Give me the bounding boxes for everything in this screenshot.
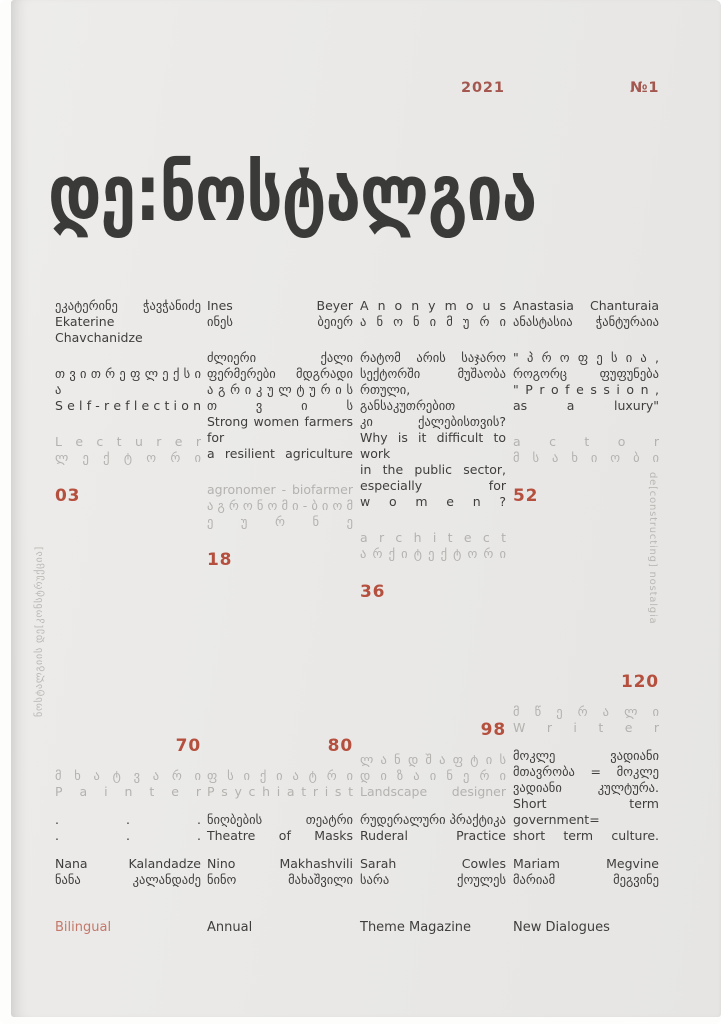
topic-line: " პ რ ო ფ ე ს ი ა ,	[513, 350, 659, 365]
topic-line: რატომ არის საჯარო	[360, 350, 506, 365]
role-block	[207, 768, 353, 800]
title-block	[513, 748, 659, 844]
role-line: ფ ს ი ქ ი ა ტ რ ი	[207, 768, 353, 783]
role-line: ა რ ქ ი ტ ე ქ ტ ო რ ი	[360, 546, 506, 561]
feature-column-5	[55, 686, 201, 888]
role-block	[207, 482, 353, 530]
role-line: L e c t u r e r	[55, 434, 201, 449]
role-line: a c t o r	[513, 434, 659, 449]
topic-line: სექტორში მუშაობა	[360, 366, 506, 381]
author-name-line2: ანასტასია ჭანტურაია	[513, 314, 659, 329]
title-line: Ruderal Practice	[360, 828, 506, 843]
author-block	[55, 298, 201, 346]
title-line: Short term government=	[513, 796, 659, 827]
footer-tag-new-dialogues: New Dialogues	[513, 920, 610, 935]
author-name-line2: ნანა კალანდაძე	[55, 872, 201, 887]
topic-line: რთული, განსაკუთრებით	[360, 382, 456, 413]
page-number: 18	[207, 550, 233, 570]
author-name-line1: Nino Makhashvili	[207, 856, 353, 871]
author-block	[513, 298, 659, 330]
topic-block	[360, 350, 506, 510]
topic-block	[55, 366, 201, 414]
author-block	[360, 298, 506, 330]
role-line: მ წ ე რ ა ლ ი	[513, 704, 659, 719]
author-name-line1: Mariam Megvine	[513, 856, 659, 871]
page-number: 120	[620, 672, 659, 692]
topic-line: Why is it difficult to work	[360, 430, 506, 461]
author-name-line2: Ekaterine Chavchanidze	[55, 314, 143, 345]
author-name-line2: ინეს ბეიერ	[207, 314, 353, 329]
author-name-line2: ა ნ ო ნ ი მ უ რ ი	[360, 314, 506, 329]
role-line: P a i n t e r	[55, 784, 201, 799]
author-name-line2: ნინო მახაშვილი	[207, 872, 353, 887]
topic-line: in the public sector,	[360, 462, 506, 477]
role-line: ა გ რ ო ნ ო მ ი - ბ ი ო მ ე უ რ ნ ე	[207, 498, 353, 529]
feature-column-7	[360, 686, 506, 888]
topic-line: w o m e n ?	[360, 494, 506, 509]
role-line: P s y c h i a t r i s t	[207, 784, 353, 799]
role-block	[55, 768, 201, 800]
role-line: ლ ა ნ დ შ ა ფ ტ ი ს	[360, 752, 506, 767]
topic-block	[207, 350, 353, 462]
title-line: Theatre of Masks	[207, 828, 353, 843]
author-block	[207, 856, 353, 888]
role-block	[360, 752, 506, 800]
title-line: . . .	[55, 828, 201, 843]
author-block	[55, 856, 201, 888]
author-name-line2: მარიამ მეგვინე	[513, 872, 659, 887]
feature-column-2	[207, 298, 353, 570]
author-name-line1: Anastasia Chanturaia	[513, 298, 659, 313]
title-line: . . .	[55, 812, 201, 827]
page-number: 70	[175, 736, 201, 756]
topic-line: თ ვ ი თ რ ე ფ ლ ე ქ ს ი ა	[55, 366, 201, 397]
topic-line: ძლიერი ქალი	[207, 350, 353, 365]
topic-line: S e l f - r e f l e c t i o n	[55, 398, 201, 413]
role-line: W r i t e r	[513, 720, 659, 735]
role-line: დ ი ზ ა ი ნ ე რ ი	[360, 768, 506, 783]
title-line: მთავრობა = მოკლე	[513, 764, 659, 779]
role-block	[360, 530, 506, 562]
topic-block	[513, 350, 659, 414]
role-line: a r c h i t e c t	[360, 530, 506, 545]
title-block	[360, 812, 506, 844]
author-name-line1: Sarah Cowles	[360, 856, 506, 871]
feature-column-8	[513, 672, 659, 888]
title-line: ვადიანი კულტურა.	[513, 780, 659, 795]
title-block	[207, 812, 353, 844]
footer-tag-annual: Annual	[207, 920, 253, 935]
author-block	[207, 298, 353, 330]
title-line: რუდერალური პრაქტიკა	[360, 812, 507, 827]
author-name-line1: ეკატერინე ჭავჭანიძე	[55, 298, 201, 313]
left-vertical-caption: ნოსტალგიის დე[კონსტრუქცია]	[34, 545, 45, 717]
page-number: 03	[55, 486, 81, 506]
magazine-title: დე:ნოსტალგია	[48, 148, 537, 239]
page-number: 52	[513, 486, 539, 506]
author-block	[513, 856, 659, 888]
author-name-line1: Ines Beyer	[207, 298, 353, 313]
feature-column-4	[513, 298, 659, 506]
feature-column-3	[360, 298, 506, 602]
title-line: ნიღბების თეატრი	[207, 812, 353, 827]
role-line: agronomer - biofarmer	[207, 482, 353, 497]
role-block	[55, 434, 201, 466]
feature-column-1	[55, 298, 201, 506]
author-name-line2: სარა ქოულეს	[360, 872, 506, 887]
title-line: short term culture.	[513, 828, 659, 843]
page-number: 36	[360, 582, 386, 602]
topic-line: as a luxury"	[513, 398, 659, 413]
feature-column-6	[207, 686, 353, 888]
issue-year: 2021	[461, 80, 505, 96]
author-name-line1: Nana Kalandadze	[55, 856, 201, 871]
topic-line: კი ქალებისთვის?	[360, 414, 506, 429]
topic-line: Strong women farmers for	[207, 414, 353, 445]
topic-line: " P r o f e s s i o n ,	[513, 382, 659, 397]
topic-line: a resilient agriculture	[207, 446, 353, 461]
title-block	[55, 812, 201, 844]
role-line: მ ხ ა ტ ვ ა რ ი	[55, 768, 201, 783]
role-line: ლ ე ქ ტ ო რ ი	[55, 450, 201, 465]
topic-line: especially for	[360, 478, 506, 493]
page-number: 80	[327, 736, 353, 756]
footer-tag-bilingual: Bilingual	[55, 920, 112, 935]
author-block	[360, 856, 506, 888]
footer-tag-theme-magazine: Theme Magazine	[360, 920, 472, 935]
topic-line: როგორც ფუფუნება	[513, 366, 659, 381]
role-line: მ ს ა ხ ი ო ბ ი	[513, 450, 659, 465]
topic-line: ა გ რ ი კ უ ლ ტ უ რ ი ს თ ვ ი ს	[207, 382, 353, 413]
page-number: 98	[480, 720, 506, 740]
role-block	[513, 704, 659, 736]
role-line: Landscape designer	[360, 784, 506, 799]
topic-line: ფერმერები მდგრადი	[207, 366, 353, 381]
title-line: მოკლე ვადიანი	[513, 748, 659, 763]
role-block	[513, 434, 659, 466]
right-vertical-caption: de[constructing] nostalgia	[647, 472, 658, 625]
issue-number: №1	[630, 80, 660, 96]
author-name-line1: A n o n y m o u s	[360, 298, 506, 313]
